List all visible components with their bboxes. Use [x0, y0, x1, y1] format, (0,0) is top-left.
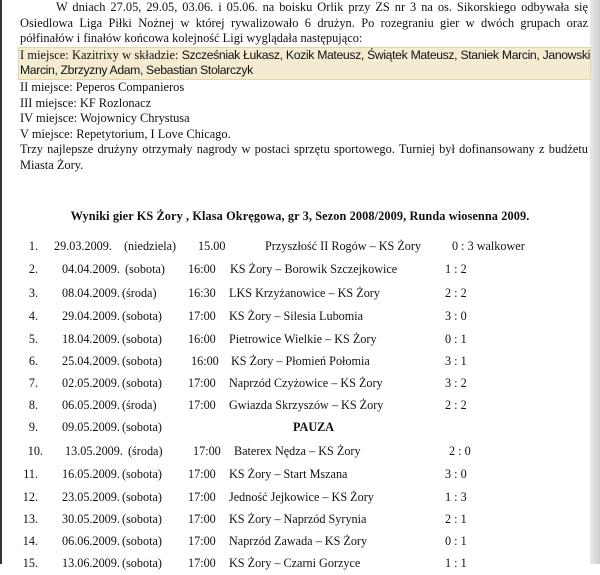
result-day: (sobota) — [122, 420, 162, 434]
result-time: 17:00 — [188, 309, 216, 323]
result-day: (sobota) — [122, 556, 162, 570]
result-day: (sobota) — [122, 376, 162, 390]
second-place-team: Peperos Companieros — [75, 79, 185, 94]
result-time: 17:00 — [188, 490, 216, 504]
result-number: 15. — [22, 556, 38, 570]
result-number: 2. — [28, 262, 38, 276]
result-date: 02.05.2009. — [62, 376, 120, 390]
result-row — [0, 261, 600, 281]
result-number: 6. — [28, 354, 38, 368]
result-match: Pietrowice Wielkie – KS Żory — [229, 332, 377, 346]
fifth-place-line — [20, 127, 588, 143]
result-score: 3 : 0 — [445, 309, 467, 323]
result-date: 25.04.2009. — [62, 354, 120, 368]
result-match: Baterex Nędza – KS Żory — [234, 444, 361, 458]
result-time: 17:00 — [193, 444, 221, 458]
result-date: 30.05.2009. — [62, 512, 120, 526]
result-date: 13.06.2009. — [62, 556, 120, 570]
result-number: 12. — [22, 490, 38, 504]
first-place-team: Kazitrixy w składzie: — [72, 47, 179, 62]
result-score: 3 : 0 — [445, 467, 467, 481]
result-date: 13.05.2009. — [65, 444, 123, 458]
result-match: KS Żory – Start Mszana — [229, 467, 348, 481]
result-time: 16:00 — [188, 332, 216, 346]
results-heading: Wyniki gier KS Żory , Klasa Okręgowa, gr 3, Sezon 2008/2009, Runda wiosenna 2009. — [70, 209, 530, 223]
fourth-place-team: Wojownicy Chrystusa — [80, 111, 190, 126]
result-match: Gwiazda Skrzyszów – KS Żory — [229, 398, 384, 412]
result-row — [0, 555, 600, 575]
result-day: (środa) — [122, 398, 157, 412]
result-score: 1 : 2 — [445, 262, 467, 276]
result-day: (sobota) — [122, 332, 162, 346]
result-score: 0 : 1 — [445, 534, 467, 548]
result-row — [0, 419, 600, 439]
result-time: 17:00 — [188, 398, 216, 412]
third-place-line — [20, 96, 588, 112]
result-match: KS Żory – Silesia Lubomia — [229, 309, 364, 323]
result-row — [0, 285, 600, 305]
third-place-label: III miejsce: — [20, 95, 77, 110]
result-match: KS Żory – Borowik Szczejkowice — [230, 262, 398, 276]
result-match: KS Żory – Naprzód Syrynia — [229, 512, 367, 526]
result-day: (sobota) — [122, 309, 162, 323]
result-row — [0, 397, 600, 417]
result-time: 16:00 — [191, 354, 219, 368]
first-place-line — [18, 47, 591, 80]
result-match: Przyszłość II Rogów – KS Żory — [265, 239, 422, 253]
result-date: 06.05.2009. — [62, 398, 120, 412]
second-place-label: II miejsce: — [20, 79, 73, 94]
result-score: 3 : 1 — [445, 354, 467, 368]
result-number: 4. — [28, 309, 38, 323]
second-place-line — [20, 80, 588, 96]
result-row — [0, 443, 600, 463]
result-row — [0, 331, 600, 351]
result-day: (sobota) — [122, 490, 162, 504]
result-number: 13. — [22, 512, 38, 526]
result-score: 2 : 2 — [445, 286, 467, 300]
result-date: 08.04.2009. — [62, 286, 120, 300]
third-place-team: KF Rozlonacz — [79, 95, 152, 110]
intro-paragraph: W dniach 27.05, 29.05, 03.06. i 05.06. na boisku Orlik przy ZS nr 3 na os. Sikorskiego odbywała się Osiedlowa Liga Piłki Nożnej w której rywalizowało 6 drużyn. Po rozegraniu gier w dwóch grupach oraz półfinałów i finałów końcowa kolejność Ligi wyglądała następująco: — [20, 0, 588, 46]
result-time: 16:30 — [188, 286, 216, 300]
result-date: 06.06.2009. — [62, 534, 120, 548]
result-day: (środa) — [122, 286, 157, 300]
result-row — [0, 238, 600, 258]
result-match: KS Żory – Czarni Gorzyce — [229, 556, 361, 570]
result-match: Naprzód Czyżowice – KS Żory — [229, 376, 383, 390]
result-time: 17:00 — [188, 512, 216, 526]
result-score: 3 : 2 — [445, 376, 467, 390]
result-date: 09.05.2009. — [62, 420, 120, 434]
result-number: 11. — [23, 467, 38, 481]
summary-paragraph: Trzy najlepsze drużyny otrzymały nagrody w postaci sprzętu sportowego. Turniej był dofinansowany z budżetu Miasta Żory. — [20, 142, 588, 172]
result-score: 2 : 0 — [449, 444, 471, 458]
result-number: 14. — [22, 534, 38, 548]
result-score: 0 : 3 walkower — [452, 239, 525, 253]
result-day: (sobota) — [125, 262, 165, 276]
result-number: 7. — [28, 376, 38, 390]
result-row — [0, 511, 600, 531]
result-day: (środa) — [128, 444, 163, 458]
result-day: (sobota) — [122, 354, 162, 368]
result-day: (sobota) — [122, 512, 162, 526]
result-number: 10. — [27, 444, 43, 458]
result-date: 23.05.2009. — [62, 490, 120, 504]
result-row — [0, 466, 600, 486]
result-row — [0, 489, 600, 509]
result-number: 1. — [28, 239, 38, 253]
result-date: 29.04.2009. — [62, 309, 120, 323]
result-date: 16.05.2009. — [62, 467, 120, 481]
first-place-members: Szcześniak Łukasz, Kozik Mateusz, Świątek Mateusz, Staniek Marcin, Janowski Marcin, Zbrzyzny Adam, Sebastian Stolarczyk — [20, 47, 590, 78]
result-match: Naprzód Zawada – KS Żory — [229, 534, 368, 548]
result-date: 29.03.2009. — [54, 239, 112, 253]
result-time: 15.00 — [198, 239, 226, 253]
result-score: 2 : 1 — [445, 512, 467, 526]
result-score: 2 : 2 — [445, 398, 467, 412]
result-score: 0 : 1 — [445, 332, 467, 346]
result-time: 16:00 — [188, 262, 216, 276]
result-row — [0, 533, 600, 553]
result-time: 17:00 — [188, 467, 216, 481]
result-date: 04.04.2009. — [62, 262, 120, 276]
result-score: 1 : 3 — [445, 490, 467, 504]
result-match: PAUZA — [293, 420, 335, 434]
result-number: 3. — [28, 286, 38, 300]
first-place-label: I miejsce: — [20, 47, 69, 62]
result-day: (sobota) — [122, 467, 162, 481]
result-row — [0, 308, 600, 328]
result-time: 17:00 — [188, 556, 216, 570]
result-score: 1 : 1 — [445, 556, 467, 570]
result-match: KS Żory – Płomień Połomia — [231, 354, 370, 368]
result-match: LKS Krzyżanowice – KS Żory — [229, 286, 380, 300]
result-match: Jedność Jejkowice – KS Żory — [229, 490, 374, 504]
result-day: (sobota) — [122, 534, 162, 548]
result-row — [0, 353, 600, 373]
fourth-place-line — [20, 111, 588, 127]
result-date: 18.04.2009. — [62, 332, 120, 346]
result-number: 8. — [28, 398, 38, 412]
result-number: 9. — [28, 420, 38, 434]
intro-text-block — [20, 0, 588, 174]
result-number: 5. — [28, 332, 38, 346]
fifth-place-label: V miejsce: — [20, 126, 74, 141]
results-list — [0, 238, 600, 570]
result-day: (niedziela) — [124, 239, 177, 253]
result-time: 17:00 — [188, 534, 216, 548]
fifth-place-team: Repetytorium, I Love Chicago. — [76, 126, 231, 141]
result-time: 17:00 — [188, 376, 216, 390]
result-row — [0, 375, 600, 395]
fourth-place-label: IV miejsce: — [20, 111, 78, 126]
